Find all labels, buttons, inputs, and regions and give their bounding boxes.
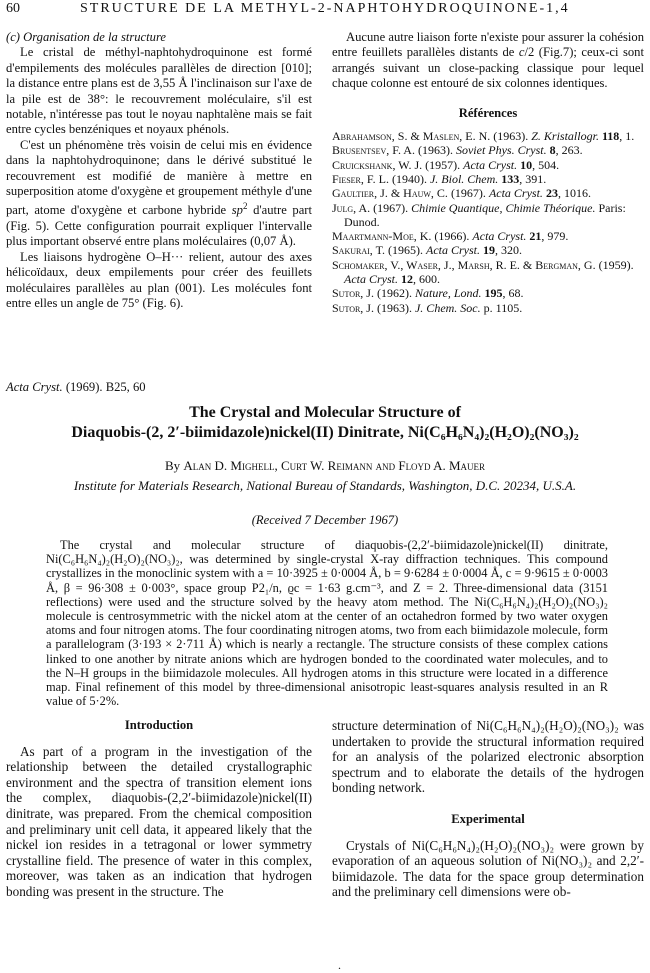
section-label: (c) Organisation de la structure (6, 30, 166, 44)
references-heading: Références (458, 105, 518, 120)
abstract (46, 538, 608, 708)
reference-item: Cruickshank, W. J. (1957). Acta Cryst. 10, 504. (332, 157, 560, 172)
reference-item: Sutor, J. (1962). Nature, Lond. 195, 68. (332, 286, 524, 301)
article-title-line-1: The Crystal and Molecular Structure of (189, 404, 461, 421)
paragraph: As part of a program in the investigation of the relationship between the detailed crystallographic environment and the spectra of transition element ions the complex, diaquobis-(2,2′-biimidazole)nickel(II) dinitrate, was prepared. From the chemical composition and preliminary unit cell data, it appeared likely that the nickel ion resides in a tetragonal or lower symmetry crystalline field. The presence of water in this complex, moreover, was taken as an indication that hydrogen bonding was present in the structure. The (6, 743, 312, 899)
article-affiliation: Institute for Materials Research, National Bureau of Standards, Washington, D.C. 20234, U.S.A. (73, 478, 577, 493)
running-title: STRUCTURE DE LA METHYL-2-NAPHTOHYDROQUINONE-1,4 (80, 1, 570, 16)
paragraph: Les liaisons hydrogène O–H··· relient, autour des axes hélicoïdaux, deux empilements pour créer des feuillets moléculaires parallèles au plan (001). Les molécules font entre elles un angle de 75° (Fig. 6). (6, 249, 312, 310)
reference-item: Sutor, J. (1963). J. Chem. Soc. p. 1105. (332, 300, 523, 315)
prev-article-left-column (6, 30, 312, 311)
article-right-column (332, 718, 644, 900)
page-number: 60 (6, 1, 20, 16)
prev-article-right-column (332, 30, 644, 315)
reference-item: Schomaker, V., Waser, J., Marsh, R. E. & Bergman, G. (1959). Acta Cryst. 12, 600. (332, 257, 634, 286)
page-mark: . (338, 958, 341, 972)
abstract-text: The crystal and molecular structure of diaquobis-(2,2′-biimidazole)nickel(II) dinitrate, Ni(C₆H₆N₄)₂(H₂O)₂(NO₃)₂, was determined by single-crystal X-ray diffraction techniques. This compound crystallizes in the monoclinic system with a = 10·3925 ± 0·0004 Å, b = 9·6284 ± 0·0004 Å, c = 9·9615 ± 0·0003 Å, β = 96·308 ± 0·003°, space group P2₁/n, ϱc = 1·63 g.cm⁻³, and Z = 2. Three-dimensional data (3151 reflections) were used and the structure solved by the heavy atom method. The Ni(C₆H₆N₄)₂(H₂O)₂(NO₃)₂ molecule is centrosymmetric with the nickel atom at the center of an octahedron formed by two water oxygen atoms and four nitrogen atoms. The four coordinating nitrogen atoms, two from each biimidazole molecule, form a parallelogram (3·193 × 2·711 Å) which is nearly a rectangle. The structure consists of these complex cations linked to one another by nitrate anions which are hydrogen bonded to the coordinated water molecules, and to the N–H groups in the biimidazole molecules. All hydrogen atoms in this structure were located in a difference map. Final refinement of this model by three-dimensional anisotropic least-squares analysis resulted in an R value of 5·2%. (46, 538, 608, 709)
paragraph: Aucune autre liaison forte n'existe pour assurer la cohésion entre feuillets parallèles distants de c/2 (Fig.7); ceux-ci sont arrangés suivant un close-packing classique pour lequel chaque colonne est entouré de six colonnes identiques. (332, 30, 644, 91)
article-left-column (6, 718, 312, 900)
paragraph: Crystals of Ni(C₆H₆N₄)₂(H₂O)₂(NO₃)₂ were grown by evaporation of an aqueous solution of Ni(NO₃)₂ and 2,2′-biimidazole. The data for the space group determination and the preliminary cell dimensions were ob- (332, 837, 644, 900)
article-title-line-2: Diaquobis-(2, 2′-biimidazole)nickel(II) Dinitrate, Ni(C₆H₆N₄)₂(H₂O)₂(NO₃)₂ (71, 424, 579, 441)
experimental-heading: Experimental (451, 811, 525, 826)
article-authors: By Alan D. Mighell, Curt W. Reimann and Floyd A. Mauer (164, 458, 486, 473)
reference-item: Gaultier, J. & Hauw, C. (1967). Acta Cryst. 23, 1016. (332, 186, 591, 201)
reference-item: Fieser, F. L. (1940). J. Biol. Chem. 133, 391. (332, 171, 547, 186)
introduction-heading: Introduction (124, 718, 194, 732)
received-date: (Received 7 December 1967) (251, 513, 399, 527)
reference-item: Brusentsev, F. A. (1963). Soviet Phys. Cryst. 8, 263. (332, 143, 583, 158)
reference-list (332, 129, 644, 315)
paragraph: C'est un phénomène très voisin de celui mis en évidence dans la naphtohydroquinone; dans le dérivé substitué le recouvrement est modifié de manière à mettre en superposition atome d'oxygène et groupement méthyle d'une part, atome d'oxygène et carbone hybride $sp^2$ d'autre part (Fig. 5). Cette configuration pourrait expliquer l'intervalle plus important observé entre plans moléculaires (0,07 Å). (6, 137, 312, 249)
paragraph: Le cristal de méthyl-naphtohydroquinone est formé d'empilements des molécules parallèles de direction [010]; la distance entre plans est de 3,55 Å l'inclinaison sur l'axe de la pile est de 38°: le recouvrement moléculaire, s'il est notable, n'intéresse pas tout le noyau naphtalène mais se fait entre cycles benzéniques et noyaux phénols. (6, 45, 312, 137)
running-header (0, 0, 650, 24)
journal-reference: Acta Cryst. (1969). B25, 60 (6, 380, 146, 394)
reference-item: Abrahamson, S. & Maslen, E. N. (1963). Z. Kristallogr. 118, 1. (332, 129, 635, 144)
paragraph: structure determination of Ni(C₆H₆N₄)₂(H₂O)₂(NO₃)₂ was undertaken to provide the structural information required for an analysis of the polarized electronic absorption spectrum and to elaborate the details of the hydrogen bonding network. (332, 718, 644, 796)
reference-item: Maartmann-Moe, K. (1966). Acta Cryst. 21, 979. (332, 229, 569, 244)
reference-item: Julg, A. (1967). Chimie Quantique, Chimie Théorique. Paris: Dunod. (332, 200, 626, 229)
reference-item: Sakurai, T. (1965). Acta Cryst. 19, 320. (332, 243, 523, 258)
